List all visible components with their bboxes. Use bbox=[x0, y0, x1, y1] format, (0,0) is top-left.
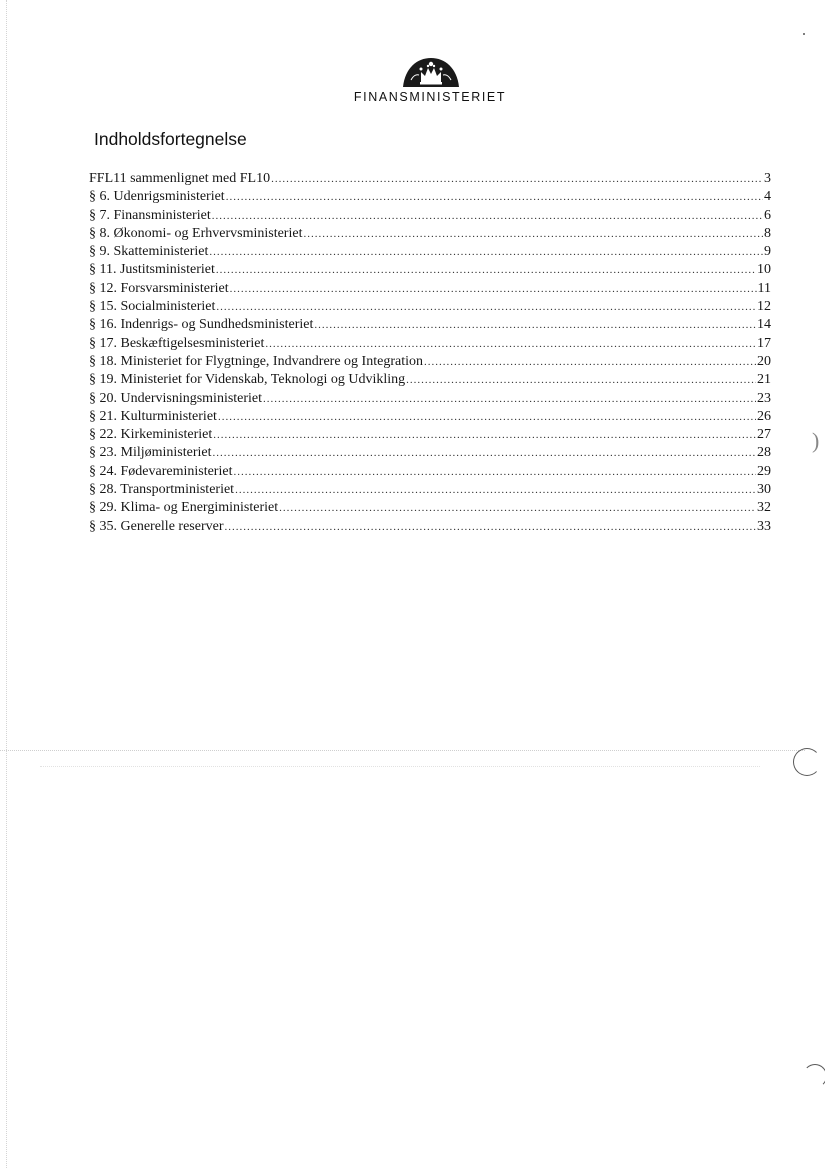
toc-entry-page-number: 32 bbox=[757, 500, 771, 516]
table-of-contents bbox=[89, 170, 771, 536]
toc-entry[interactable] bbox=[89, 243, 771, 261]
punch-hole-mark bbox=[793, 748, 821, 776]
toc-entry-page-number: 27 bbox=[757, 427, 771, 443]
toc-dot-leader bbox=[230, 280, 757, 298]
toc-dot-leader bbox=[406, 371, 756, 389]
toc-entry[interactable] bbox=[89, 353, 771, 371]
toc-entry-label: FFL11 sammenlignet med FL10 bbox=[89, 171, 271, 186]
toc-entry-label: § 7. Finansministeriet bbox=[89, 207, 211, 223]
toc-dot-leader bbox=[216, 261, 756, 279]
toc-entry[interactable] bbox=[89, 225, 771, 243]
toc-entry-label: § 12. Forsvarsministeriet bbox=[89, 280, 229, 296]
toc-entry-label: § 35. Generelle reserver bbox=[89, 518, 224, 534]
toc-entry[interactable] bbox=[89, 481, 771, 499]
crown-icon bbox=[401, 52, 461, 88]
toc-entry[interactable] bbox=[89, 444, 771, 462]
toc-entry-label: § 24. Fødevareministeriet bbox=[89, 463, 233, 479]
ministry-name: FINANSMINISTERIET bbox=[353, 90, 507, 104]
scan-fold-line bbox=[0, 750, 805, 751]
toc-entry[interactable] bbox=[89, 335, 771, 353]
toc-entry-label: § 23. Miljøministeriet bbox=[89, 445, 212, 461]
toc-entry-label: § 19. Ministeriet for Videnskab, Teknologi og Udvikling bbox=[89, 372, 406, 388]
toc-entry[interactable] bbox=[89, 463, 771, 481]
toc-entry-page-number: 8 bbox=[764, 225, 771, 241]
scan-fold-line-faint bbox=[40, 766, 760, 767]
toc-entry-page-number: 4 bbox=[764, 189, 771, 205]
toc-dot-leader bbox=[235, 481, 756, 499]
punch-hole-mark-lower bbox=[803, 1064, 825, 1088]
toc-entry-page-number: 30 bbox=[757, 482, 771, 498]
toc-entry-label: § 18. Ministeriet for Flygtninge, Indvandrere og Integration bbox=[89, 353, 423, 369]
toc-entry-page-number: 12 bbox=[757, 299, 771, 315]
scan-speck bbox=[803, 33, 805, 35]
toc-entry-page-number: 6 bbox=[764, 207, 771, 223]
toc-dot-leader bbox=[271, 170, 763, 188]
toc-entry-page-number: 23 bbox=[757, 390, 771, 406]
toc-entry[interactable] bbox=[89, 371, 771, 389]
toc-dot-leader bbox=[224, 518, 756, 536]
toc-entry-label: § 21. Kulturministeriet bbox=[89, 408, 217, 424]
toc-dot-leader bbox=[233, 463, 756, 481]
toc-entry-label: § 29. Klima- og Energiministeriet bbox=[89, 500, 279, 516]
toc-dot-leader bbox=[213, 444, 757, 462]
toc-entry-label: § 20. Undervisningsministeriet bbox=[89, 390, 263, 406]
toc-entry-page-number: 29 bbox=[757, 463, 771, 479]
toc-entry[interactable] bbox=[89, 408, 771, 426]
toc-entry-label: § 22. Kirkeministeriet bbox=[89, 427, 213, 443]
toc-entry-label: § 6. Udenrigsministeriet bbox=[89, 189, 225, 205]
toc-dot-leader bbox=[218, 408, 756, 426]
toc-dot-leader bbox=[314, 316, 756, 334]
toc-entry-page-number: 11 bbox=[757, 280, 771, 296]
toc-entry-label: § 8. Økonomi- og Erhvervsministeriet bbox=[89, 225, 303, 241]
toc-entry-label: § 9. Skatteministeriet bbox=[89, 244, 209, 260]
toc-entry-page-number: 10 bbox=[757, 262, 771, 278]
toc-dot-leader bbox=[209, 243, 763, 261]
toc-dot-leader bbox=[213, 426, 756, 444]
toc-dot-leader bbox=[226, 188, 763, 206]
toc-dot-leader bbox=[212, 207, 763, 225]
toc-entry[interactable] bbox=[89, 426, 771, 444]
toc-entry-page-number: 28 bbox=[757, 445, 771, 461]
toc-entry-label: § 28. Transportministeriet bbox=[89, 482, 235, 498]
toc-entry-page-number: 20 bbox=[757, 353, 771, 369]
toc-entry-label: § 17. Beskæftigelsesministeriet bbox=[89, 335, 265, 351]
toc-entry-page-number: 26 bbox=[757, 408, 771, 424]
toc-entry[interactable] bbox=[89, 316, 771, 334]
page-title: Indholdsfortegnelse bbox=[94, 129, 247, 149]
toc-entry[interactable] bbox=[89, 261, 771, 279]
toc-dot-leader bbox=[263, 390, 756, 408]
toc-entry-page-number: 21 bbox=[757, 372, 771, 388]
toc-entry-page-number: 9 bbox=[764, 244, 771, 260]
toc-entry-label: § 16. Indenrigs- og Sundhedsministeriet bbox=[89, 317, 314, 333]
scan-edge bbox=[0, 0, 7, 1168]
toc-entry-page-number: 14 bbox=[757, 317, 771, 333]
toc-entry-page-number: 33 bbox=[757, 518, 771, 534]
toc-entry[interactable] bbox=[89, 280, 771, 298]
toc-entry-label: § 11. Justitsministeriet bbox=[89, 262, 215, 278]
scan-mark: ) bbox=[812, 428, 820, 453]
toc-entry[interactable] bbox=[89, 390, 771, 408]
toc-dot-leader bbox=[216, 298, 756, 316]
toc-entry-page-number: 17 bbox=[757, 335, 771, 351]
toc-dot-leader bbox=[279, 499, 756, 517]
toc-dot-leader bbox=[303, 225, 763, 243]
toc-entry[interactable] bbox=[89, 188, 771, 206]
toc-entry[interactable] bbox=[89, 298, 771, 316]
toc-entry-label: § 15. Socialministeriet bbox=[89, 299, 216, 315]
toc-dot-leader bbox=[424, 353, 756, 371]
toc-entry[interactable] bbox=[89, 499, 771, 517]
toc-entry[interactable] bbox=[89, 170, 771, 188]
toc-entry[interactable] bbox=[89, 207, 771, 225]
toc-entry-page-number: 3 bbox=[764, 171, 771, 186]
toc-dot-leader bbox=[265, 335, 756, 353]
toc-entry[interactable] bbox=[89, 518, 771, 536]
